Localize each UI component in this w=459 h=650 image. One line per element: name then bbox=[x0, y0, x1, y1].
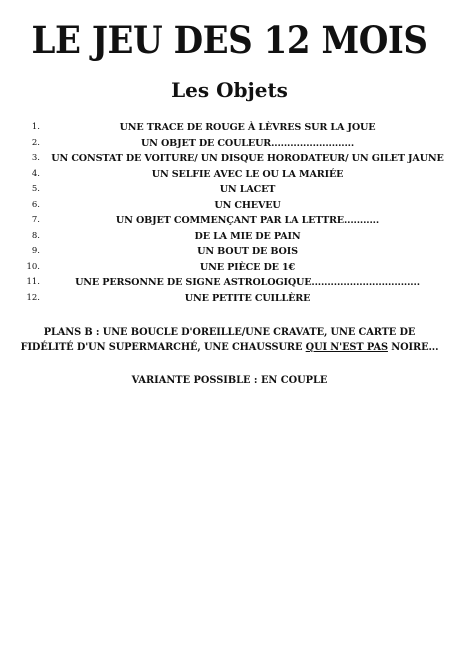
list-item-text: UN OBJET COMMENÇANT PAR LA LETTRE........... bbox=[115, 215, 380, 226]
list-item-text: UN LACET bbox=[219, 184, 276, 195]
page-title: LE JEU DES 12 MOIS bbox=[31, 18, 428, 62]
list-item-number: 3. bbox=[31, 153, 40, 163]
list-item bbox=[0, 244, 459, 260]
plans-b-text-end: NOIRE... bbox=[387, 342, 439, 353]
list-item-text: UN OBJET DE COULEUR.......................... bbox=[140, 137, 355, 149]
list-item-number: 2. bbox=[31, 137, 40, 148]
plans-b-underlined-text: QUI N'EST PAS bbox=[305, 342, 388, 353]
list-item bbox=[0, 198, 459, 214]
list-item bbox=[0, 260, 459, 276]
page-subtitle: Les Objets bbox=[171, 78, 288, 102]
list-item-text: UNE PERSONNE DE SIGNE ASTROLOGIQUE.................................. bbox=[75, 277, 420, 288]
list-item-text: UNE TRACE DE ROUGE À LÈVRES SUR LA JOUE bbox=[119, 122, 376, 133]
list-item bbox=[0, 151, 459, 167]
list-item-number: 5. bbox=[31, 184, 40, 194]
variante-note: VARIANTE POSSIBLE : EN COUPLE bbox=[131, 375, 328, 386]
list-item-text: UN CONSTAT DE VOITURE/ UN DISQUE HORODATEUR/ UN GILET JAUNE bbox=[51, 153, 444, 164]
plans-b-paragraph bbox=[20, 325, 439, 355]
list-item bbox=[0, 275, 459, 291]
list-item-number: 10. bbox=[26, 261, 40, 272]
list-item-number: 8. bbox=[31, 230, 40, 241]
list-item-number: 11. bbox=[26, 277, 40, 287]
list-item-text: UNE PETITE CUILLÈRE bbox=[184, 292, 311, 304]
list-item-number: 4. bbox=[31, 168, 40, 179]
list-item-number: 9. bbox=[31, 246, 40, 256]
list-item bbox=[0, 213, 459, 229]
list-item-text: DE LA MIE DE PAIN bbox=[194, 230, 301, 242]
list-item bbox=[0, 167, 459, 183]
list-item-text: UN CHEVEU bbox=[214, 199, 281, 211]
plans-b-text: PLANS B : UNE BOUCLE D'OREILLE/UNE CRAVATE, UNE CARTE DE FIDÉLITÉ D'UN SUPERMARCHÉ, UNE CHAUSSURE bbox=[20, 327, 416, 353]
list-item bbox=[0, 182, 459, 198]
list-item bbox=[0, 120, 459, 136]
list-item bbox=[0, 229, 459, 245]
list-item bbox=[0, 136, 459, 152]
list-item-number: 1. bbox=[31, 122, 40, 132]
objects-list bbox=[0, 120, 459, 306]
list-item-text: UN BOUT DE BOIS bbox=[197, 246, 298, 257]
list-item-text: UN SELFIE AVEC LE OU LA MARIÉE bbox=[151, 168, 344, 180]
list-item-number: 6. bbox=[31, 199, 40, 210]
list-item-text: UNE PIÈCE DE 1€ bbox=[199, 261, 296, 273]
list-item-number: 12. bbox=[26, 292, 40, 303]
list-item-number: 7. bbox=[31, 215, 40, 225]
list-item bbox=[0, 291, 459, 307]
